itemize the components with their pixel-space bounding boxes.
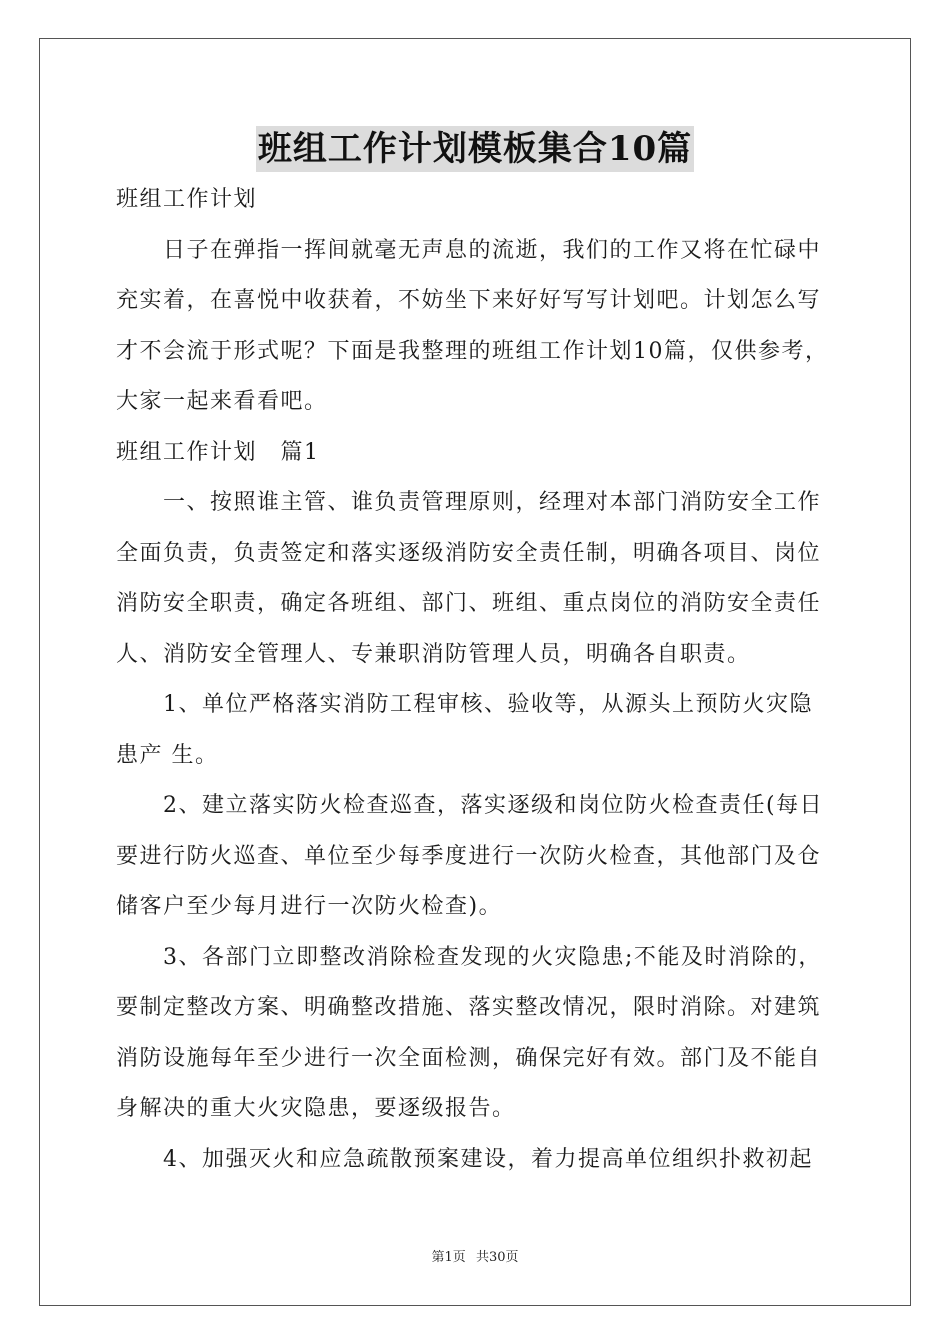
body-line: 1、单位严格落实消防工程审核、验收等，从源头上预防火灾隐	[116, 692, 813, 717]
body-line: 要制定整改方案、明确整改措施、落实整改情况，限时消除。对建筑	[116, 995, 822, 1020]
body-line: 班组工作计划	[116, 187, 258, 212]
page-footer	[0, 1246, 950, 1265]
body-line: 日子在弹指一挥间就毫无声息的流逝，我们的工作又将在忙碌中	[116, 237, 822, 263]
body-line: 储客户至少每月进行一次防火检查)。	[116, 894, 503, 919]
body-line: 消防设施每年至少进行一次全面检测，确保完好有效。部门及不能自	[116, 1045, 822, 1071]
body-line: 一、按照谁主管、谁负责管理原则，经理对本部门消防安全工作	[116, 490, 822, 515]
body-line: 才不会流于形式呢？下面是我整理的班组工作计划10篇，仅供参考，	[116, 338, 829, 364]
body-line: 要进行防火巡查、单位至少每季度进行一次防火检查，其他部门及仓	[116, 843, 822, 869]
body-line: 充实着，在喜悦中收获着，不妨坐下来好好写写计划吧。计划怎么写	[116, 288, 822, 313]
body-line: 身解决的重大火灾隐患，要逐级报告。	[116, 1096, 516, 1121]
body-line: 大家一起来看看吧。	[116, 389, 328, 414]
body-line: 人、消防安全管理人、专兼职消防管理人员，明确各自职责。	[116, 641, 751, 667]
body-line: 消防安全职责，确定各班组、部门、班组、重点岗位的消防安全责任	[116, 591, 822, 616]
body-line: 4、加强灭火和应急疏散预案建设，着力提高单位组织扑救初起	[116, 1146, 813, 1172]
document-body	[116, 178, 841, 1188]
title-container	[0, 126, 950, 172]
page-number: 第1页	[431, 1250, 466, 1265]
body-line: 患产 生。	[116, 742, 219, 768]
body-line: 全面负责，负责签定和落实逐级消防安全责任制，明确各项目、岗位	[116, 540, 822, 566]
page-total: 共30页	[475, 1250, 519, 1265]
document-title: 班组工作计划模板集合10篇	[256, 126, 694, 172]
section-heading: 班组工作计划 篇1	[116, 439, 320, 465]
body-line: 3、各部门立即整改消除检查发现的火灾隐患;不能及时消除的，	[116, 944, 822, 970]
body-line: 2、建立落实防火检查巡查，落实逐级和岗位防火检查责任(每日	[116, 793, 824, 818]
